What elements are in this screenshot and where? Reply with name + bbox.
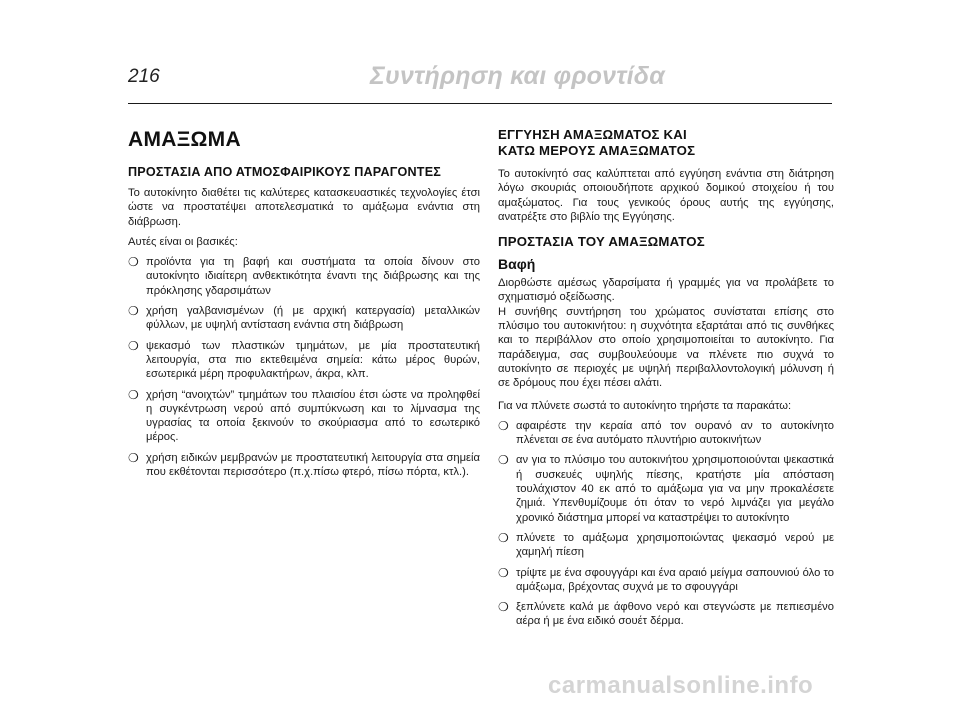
- list-item: [128, 388, 480, 445]
- heading-warranty: [498, 127, 834, 159]
- list-item: [498, 531, 834, 560]
- bullet-icon: ❍: [128, 450, 139, 465]
- list-item: [498, 419, 834, 448]
- list-item: [498, 600, 834, 629]
- list-item: [498, 453, 834, 524]
- basics-paragraph: Αυτές είναι οι βασικές:: [128, 235, 238, 248]
- list-item: [128, 451, 480, 480]
- wash-list: [498, 419, 834, 629]
- list-item-text: αφαιρέστε την κεραία από τον ουρανό αν το αυτοκίνητο πλένεται σε ένα αυτόματο πλυντήριο αυτοκινήτων: [516, 419, 834, 447]
- heading-warranty-line1: ΕΓΓΥΗΣΗ ΑΜΑΞΩΜΑΤΟΣ ΚΑΙ: [498, 127, 687, 142]
- heading-warranty-line2: ΚΑΤΩ ΜΕΡΟΥΣ ΑΜΑΞΩΜΑΤΟΣ: [498, 143, 696, 158]
- list-item-text: χρήση ειδικών μεμβρανών με προστατευτική λειτουργία στα σημεία που εκθέτονται περισσότερο (π.χ.πίσω φτερό, πίσω πόρτα, κτλ.).: [146, 451, 480, 479]
- bullet-icon: ❍: [498, 565, 509, 580]
- list-item: [128, 339, 480, 382]
- list-item: [128, 255, 480, 298]
- list-item: [498, 566, 834, 595]
- left-column: [128, 128, 480, 485]
- bullet-icon: ❍: [128, 255, 139, 270]
- bullet-icon: ❍: [498, 530, 509, 545]
- list-item-text: πλύνετε το αμάξωμα χρησιμοποιώντας ψεκασμό νερού με χαμηλή πίεση: [516, 531, 834, 559]
- list-item-text: ψεκασμό των πλαστικών τμημάτων, με μία προστατευτική λειτουργία, στα πιο εκτεθειμένα σημεία: κάτω μέρος θυρών, εσωτερικά μέρη προφυλακτήρων, άκρα, κλπ.: [146, 339, 480, 381]
- intro-paragraph: Το αυτοκίνητο διαθέτει τις καλύτερες κατασκευαστικές τεχνολογίες έτσι ώστε να προστατέψει αποτελεσματικά το αμάξωμα ενάντια στη διάβρωση.: [128, 187, 480, 228]
- paint-paragraph-1: Διορθώστε αμέσως γδαρσίματα ή γραμμές για να προλάβετε το σχηματισμό οξείδωσης.: [498, 277, 834, 304]
- list-item-text: αν για το πλύσιμο του αυτοκινήτου χρησιμοποιούνται ψεκαστικά ή συσκευές υψηλής πίεσης, κρατήστε μία απόσταση τουλάχιστον 40 εκ από το αμάξωμα για να μην προκαλέσετε ζημιά. Υπενθυμίζουμε ότι όταν το νερό λιμνάζει για μεγάλο χρονικό διάστημα μπορεί να καταστρέψει το αυτοκίνητο: [516, 454, 834, 524]
- bullet-icon: ❍: [128, 338, 139, 353]
- bullet-icon: ❍: [128, 387, 139, 402]
- bullet-icon: ❍: [128, 304, 139, 319]
- wash-intro-paragraph: Για να πλύνετε σωστά το αυτοκίνητο τηρήστε τα παρακάτω:: [498, 399, 792, 412]
- list-item-text: προϊόντα για τη βαφή και συστήματα τα οποία δίνουν στο αυτοκίνητο ιδιαίτερη ανθεκτικότητα έναντι της διάβρωσης και της πρόκλησης γδαρσιμάτων: [146, 256, 480, 297]
- paint-paragraph-2: Η συνήθης συντήρηση του χρώματος συνίσταται επίσης στο πλύσιμο του αυτοκινήτου: η συχνότητα εξαρτάται από τις συνθήκες και το περιβάλλον στο οποίο χρησιμοποιείται το αυτοκίνητο. Για παράδειγμα, σας συμβουλεύουμε να πλένετε πιο συχνά το αυτοκίνητο σε περιοχές με υψηλή περιβαλλοντολογική μόλυνση ή σε δρόμους που έχει πέσει αλάτι.: [498, 305, 834, 390]
- bullet-icon: ❍: [498, 600, 509, 615]
- list-item-text: τρίψτε με ένα σφουγγάρι και ένα αραιό μείγμα σαπουνιού όλο το αμάξωμα, βρέχοντας συχνά με το σφουγγάρι: [516, 566, 834, 593]
- heading-paint: Βαφή: [498, 256, 536, 273]
- bullet-icon: ❍: [498, 453, 509, 468]
- bullet-icon: ❍: [498, 418, 509, 433]
- heading-atmospheric-protection: ΠΡΟΣΤΑΣΙΑ ΑΠΟ ΑΤΜΟΣΦΑΙΡΙΚΟΥΣ ΠΑΡΑΓΟΝΤΕΣ: [128, 165, 442, 179]
- heading-body-protection: ΠΡΟΣΤΑΣΙΑ ΤΟΥ ΑΜΑΞΩΜΑΤΟΣ: [498, 234, 705, 250]
- chapter-title: Συντήρηση και φροντίδα: [370, 62, 665, 90]
- page-number: 216: [128, 66, 160, 87]
- list-item: [128, 304, 480, 333]
- warranty-paragraph: Το αυτοκίνητό σας καλύπτεται από εγγύηση ενάντια στη διάτρηση λόγω σκουριάς οποιουδήποτε αρχικού δομικού στοιχείου ή του αμαξώματος. Για τους γενικούς όρους αυτής της εγγύησης, ανατρέξτε στο βιβλίο της Εγγύησης.: [498, 168, 834, 223]
- watermark: carmanualsonline.info: [548, 672, 814, 699]
- list-item-text: ξεπλύνετε καλά με άφθονο νερό και στεγνώστε με πεπιεσμένο αέρα ή με ένα ειδικό σουέτ δέρμα.: [516, 601, 834, 628]
- protection-list: [128, 255, 480, 479]
- list-item-text: χρήση γαλβανισμένων (ή με αρχική κατεργασία) μεταλλικών φύλλων, με υψηλή αντίσταση ενάντια στη διάβρωση: [146, 305, 480, 332]
- header-divider: [128, 103, 832, 104]
- section-title-body: ΑΜΑΞΩΜΑ: [128, 128, 241, 151]
- list-item-text: χρήση “ανοιχτών” τμημάτων του πλαισίου έτσι ώστε να προληφθεί η συγκέντρωση νερού από συμπύκνωση και το λίμνασμα της υγρασίας τα οποία ξεκινούν το σκούριασμα από το εσωτερικό μέρος.: [146, 388, 480, 444]
- right-column: [498, 127, 834, 635]
